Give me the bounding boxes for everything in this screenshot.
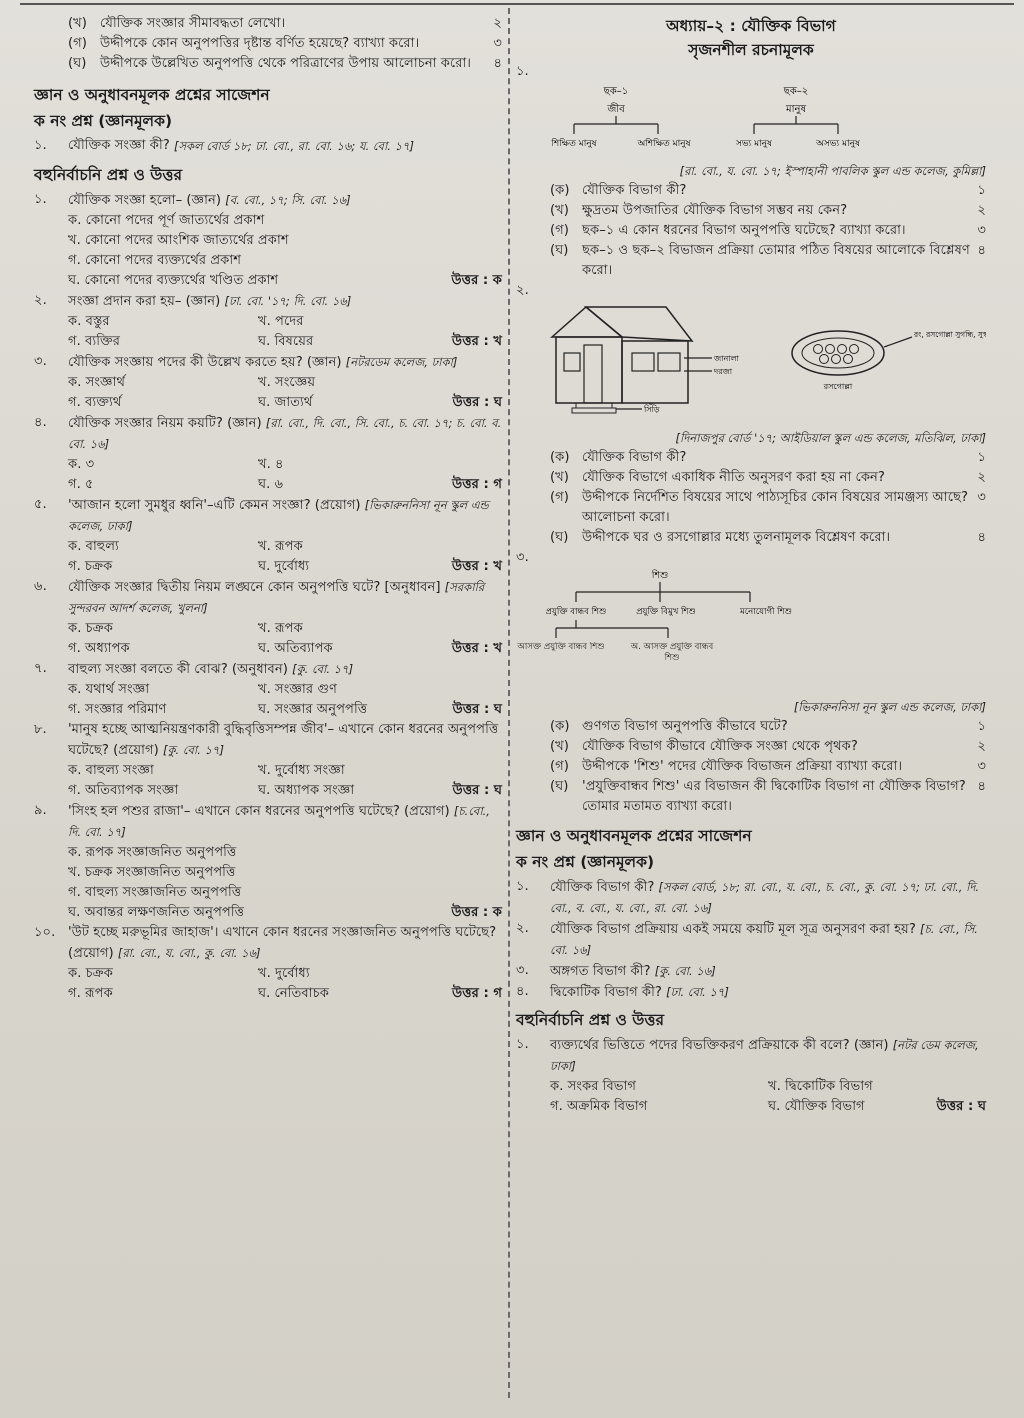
source: [ভিকারুননিসা নূন স্কুল এন্ড কলেজ, ঢাকা]: [793, 700, 986, 714]
mcq-options: ক. সংকর বিভাগ খ. দ্বিকোটিক বিভাগ: [550, 1079, 873, 1094]
mcq-question: ১. ব্যক্ত্যর্থের ভিত্তিতে পদের বিভক্তিকরণ প্রক্রিয়াকে কী বলে? (জ্ঞান) [নটর ডেম কলেজ, ঢাকা]: [516, 1037, 979, 1073]
svg-text:দরজা: দরজা: [714, 367, 733, 376]
house-roof-icon: [552, 307, 622, 337]
mcq-heading: বহুনির্বাচনি প্রশ্ন ও উত্তর: [516, 1011, 664, 1029]
cq-number: ২.: [516, 283, 529, 298]
source: [রা. বো., য. বো. ১৭; ইস্পাহানী পাবলিক স্কুল এন্ড কলেজ, কুমিল্লা]: [679, 164, 986, 178]
svg-text:মনোযোগী শিশু: মনোযোগী শিশু: [740, 607, 792, 617]
answer: উত্তর : খ: [451, 559, 502, 574]
right-column: [516, 14, 986, 1117]
ka-question: ৩. অঙ্গগত বিভাগ কী? [কু. বো. ১৬]: [516, 963, 716, 979]
chart2-leaf: অসভ্য মানুষ: [816, 139, 860, 149]
mcq-option: ক. রূপক সংজ্ঞাজনিত অনুপপত্তি: [68, 845, 237, 860]
ka-question: ২. যৌক্তিক বিভাগ প্রক্রিয়ায় একই সময়ে কয়টি মূল সূত্র অনুসরণ করা হয়? [চ. বো., সি. বো. ১৬]: [516, 921, 978, 957]
chart1-title: ছক–১: [603, 86, 629, 97]
mcq-question: ৩. যৌক্তিক সংজ্ঞায় পদের কী উল্লেখ করতে হয়? (জ্ঞান) [নটরডেম কলেজ, ঢাকা]: [34, 354, 458, 370]
mcq-options: গ. ব্যক্তির ঘ. বিষয়ের উত্তর : খ: [34, 332, 502, 352]
cq-item: (ঘ) উদ্দীপকে ঘর ও রসগোল্লার মধ্যে তুলনামূলক বিশ্লেষণ করো। ৪: [550, 530, 986, 545]
chart2-root: মানুষ: [786, 104, 806, 115]
mcq-question: ৯. 'সিংহ হল পশুর রাজা'– এখানে কোন ধরনের অনুপপত্তি ঘটেছে? (প্রয়োগ) [চ.বো., দি. বো. ১৭]: [34, 803, 490, 839]
cq3-tree-diagram: শিশু প্রযুক্তি বান্ধব শিশু প্রযুক্তি বিমুখ শিশু মনোযোগী শিশু আসক্ত প্রযুক্তি বান্ধব শিশু অ. আসক্ত প্রযুক্তি বান্ধব শিশু: [517, 570, 792, 663]
mcq-options: ক. বাহুল্য সংজ্ঞা খ. দুর্বোধ্য সংজ্ঞা: [68, 763, 345, 778]
answer: উত্তর : গ: [451, 477, 502, 492]
house-icon: [556, 337, 622, 403]
section-title: সৃজনশীল রচনামূলক: [688, 41, 814, 59]
cq-item: (গ) ছক–১ এ কোন ধরনের বিভাগ অনুপপত্তি ঘটেছে? ব্যাখ্যা করো। ৩: [550, 223, 986, 238]
mcq-options: ক. যথার্থ সংজ্ঞা খ. সংজ্ঞার গুণ: [68, 682, 337, 697]
cq-number: ১.: [516, 64, 529, 79]
ka-question: ১. যৌক্তিক বিভাগ কী? [সকল বোর্ড, ১৮; রা. বো., য. বো., চ. বো., কু. বো. ১৭; ঢা. বো., দি. বো., ব. বো., য. বো., রা. বো. ১৬]: [516, 879, 980, 915]
cq-item: (ঘ) ছক–১ ও ছক–২ বিভাজন প্রক্রিয়া তোমার পঠিত বিষয়ের আলোকে বিশ্লেষণ করো। ৪: [550, 243, 986, 278]
cq-item: (গ) উদ্দীপকে 'শিশু' পদের যৌক্তিক বিভাজন প্রক্রিয়া ব্যাখ্যা করো। ৩: [550, 759, 986, 774]
mcq-question: ৭. বাহুল্য সংজ্ঞা বলতে কী বোঝ? (অনুধাবন) [কু. বো. ১৭]: [34, 661, 354, 677]
answer: উত্তর : ক: [451, 905, 502, 920]
cq-number: ৩.: [516, 550, 529, 565]
mcq-question: ৫. 'আজান হলো সুমধুর ধ্বনি'–এটি কেমন সংজ্ঞা? (প্রয়োগ) [ভিকারুননিসা নূন স্কুল এন্ড কলেজ, ঢাকা]: [34, 497, 489, 533]
chart2-leaf: সভ্য মানুষ: [735, 139, 773, 149]
cq-item: (ক) গুণগত বিভাগ অনুপপত্তি কীভাবে ঘটে? ১: [550, 719, 986, 734]
mcq-options: ক. চক্রক খ. রূপক: [68, 621, 303, 636]
mcq-question: ২. সংজ্ঞা প্রদান করা হয়– (জ্ঞান) [ঢা. বো. '১৭; দি. বো. ১৬]: [34, 293, 352, 309]
mcq-options: ক. ৩ খ. ৪: [68, 457, 284, 472]
ka-question: ৪. দ্বিকোটিক বিভাগ কী? [ঢা. বো. ১৭]: [516, 984, 729, 1000]
mcq-options: গ. সংজ্ঞার পরিমাণ ঘ. সংজ্ঞার অনুপপত্তি উত্তর : ঘ: [34, 700, 502, 720]
answer: উত্তর : ঘ: [452, 783, 502, 798]
cq-item: (ক) যৌক্তিক বিভাগ কী? ১: [550, 183, 986, 198]
mcq-options: ক. সংজ্ঞার্থ খ. সংজ্ঞেয়: [68, 375, 316, 390]
svg-text:জানালা: জানালা: [714, 354, 739, 363]
source: [দিনাজপুর বোর্ড '১৭; আইডিয়াল স্কুল এন্ড কলেজ, মতিঝিল, ঢাকা]: [675, 431, 986, 445]
mcq-options: গ. রূপক ঘ. নেতিবাচক উত্তর : গ: [34, 984, 502, 1004]
mcq-options: গ. অধ্যাপক ঘ. অতিব্যাপক উত্তর : খ: [34, 639, 502, 659]
cq1-diagram: [516, 82, 986, 154]
column-divider: [508, 8, 510, 1398]
ka-heading: ক নং প্রশ্ন (জ্ঞানমূলক): [34, 112, 173, 130]
mcq-option: ঘ. অবান্তর লক্ষণজনিত অনুপপত্তি উত্তর : ক: [34, 903, 502, 923]
mcq-options: গ. অক্রমিক বিভাগ ঘ. যৌক্তিক বিভাগ উত্তর : ঘ: [550, 1099, 986, 1114]
mcq-question: ৪. যৌক্তিক সংজ্ঞার নিয়ম কয়টি? (জ্ঞান) [রা. বো., দি. বো., সি. বো., চ. বো. ১৭; চ. বো. ব. বো. ১৬]: [34, 415, 502, 451]
cq-item: (গ) উদ্দীপকে কোন অনুপপত্তির দৃষ্টান্ত বর্ণিত হয়েছে? ব্যাখ্যা করো। ৩: [68, 36, 502, 51]
ka-question: ১. যৌক্তিক সংজ্ঞা কী? [সকল বোর্ড ১৮; ঢা. বো., রা. বো. ১৬; য. বো. ১৭]: [34, 138, 415, 153]
svg-text:প্রযুক্তি বিমুখ শিশু: প্রযুক্তি বিমুখ শিশু: [636, 607, 696, 617]
svg-text:সিঁড়ি: সিঁড়ি: [644, 405, 660, 414]
mcq-list: [34, 190, 502, 1004]
mcq-question: ১. যৌক্তিক সংজ্ঞা হলো– (জ্ঞান) [ব. বো., ১৭; সি. বো. ১৬]: [34, 192, 351, 208]
top-rule: [20, 3, 1014, 5]
mcq-option: গ. কোনো পদের ব্যক্ত্যর্থের প্রকাশ: [68, 253, 242, 268]
mcq-option: গ. বাহুল্য সংজ্ঞাজনিত অনুপপত্তি: [68, 885, 242, 900]
chart1-root: জীব: [607, 104, 625, 115]
answer: উত্তর : ঘ: [452, 702, 502, 717]
left-column: [34, 14, 502, 1004]
svg-text:শিশু: শিশু: [651, 570, 669, 581]
cq3-items: [516, 717, 986, 817]
cq-item: (খ) ক্ষুদ্রতম উপজাতির যৌক্তিক বিভাগ সম্ভব নয় কেন? ২: [550, 203, 986, 218]
mcq-options: গ. চক্রক ঘ. দুর্বোধ্য উত্তর : খ: [34, 557, 502, 577]
cq-item: (ঘ) উদ্দীপকে উল্লেখিত অনুপপত্তি থেকে পরিত্রাণের উপায় আলোচনা করো। ৪: [68, 56, 502, 71]
answer: উত্তর : গ: [451, 986, 502, 1001]
ka-list: [516, 877, 986, 1003]
svg-text:রসগোল্লা: রসগোল্লা: [823, 382, 853, 391]
mcq-options: গ. ৫ ঘ. ৬ উত্তর : গ: [34, 475, 502, 495]
chart1-leaf: শিক্ষিত মানুষ: [551, 139, 597, 149]
mcq-question: ৮. 'মানুষ হচ্ছে আত্মনিয়ন্ত্রণকারী বুদ্ধিবৃত্তিসম্পন্ন জীব'– এখানে কোন ধরনের অনুপপত্তি ঘটেছে? (প্রয়োগ) [কু. বো. ১৭]: [34, 722, 499, 758]
mcq-option: ক. কোনো পদের পূর্ণ জাত্যর্থের প্রকাশ: [68, 213, 265, 228]
mcq-options: গ. ব্যক্ত্যর্থ ঘ. জাত্যর্থ উত্তর : ঘ: [34, 393, 502, 413]
cq-item: (খ) যৌক্তিক বিভাগে একাধিক নীতি অনুসরণ করা হয় না কেন? ২: [550, 470, 986, 485]
mcq-heading: বহুনির্বাচনি প্রশ্ন ও উত্তর: [34, 166, 182, 184]
answer: উত্তর : ক: [451, 273, 502, 288]
chart2-title: ছক–২: [783, 86, 809, 97]
cq-item: (ঘ) 'প্রযুক্তিবান্ধব শিশু' এর বিভাজন কী দ্বিকোটিক বিভাগ না যৌক্তিক বিভাগ? তোমার মতামত ব্যাখ্যা করো। ৪: [550, 779, 986, 814]
answer: উত্তর : খ: [451, 334, 502, 349]
cq-item: (ক) যৌক্তিক বিভাগ কী? ১: [550, 450, 986, 465]
chart1-leaf: অশিক্ষিত মানুষ: [637, 139, 691, 149]
mcq-options: গ. অতিব্যাপক সংজ্ঞা ঘ. অধ্যাপক সংজ্ঞা উত্তর : ঘ: [34, 781, 502, 801]
mcq-options: ক. বস্তুর খ. পদের: [68, 314, 304, 329]
svg-text:প্রযুক্তি বান্ধব শিশু: প্রযুক্তি বান্ধব শিশু: [545, 607, 607, 617]
cq-item: (খ) যৌক্তিক বিভাগ কীভাবে যৌক্তিক সংজ্ঞা থেকে পৃথক? ২: [550, 739, 986, 754]
suggestion-heading: জ্ঞান ও অনুধাবনমূলক প্রশ্নের সাজেশন: [34, 86, 270, 104]
cq1-items: [516, 181, 986, 281]
mcq-option: খ. চক্রক সংজ্ঞাজনিত অনুপপত্তি: [68, 865, 236, 880]
cq-item: (খ) যৌক্তিক সংজ্ঞার সীমাবদ্ধতা লেখো। ২: [68, 16, 502, 31]
answer: উত্তর : ঘ: [452, 395, 502, 410]
mcq-option: ঘ. কোনো পদের ব্যক্ত্যর্থের খণ্ডিত প্রকাশ উত্তর : ক: [34, 271, 502, 291]
answer: উত্তর : খ: [451, 641, 502, 656]
suggestion-heading: জ্ঞান ও অনুধাবনমূলক প্রশ্নের সাজেশন: [516, 827, 752, 845]
chapter-title: অধ্যায়–২ : যৌক্তিক বিভাগ: [666, 17, 836, 35]
mcq-question: ১০. 'উট হচ্ছে মরুভূমির জাহাজ'। এখানে কোন ধরনের সংজ্ঞাজনিত অনুপপত্তি ঘটেছে? (প্রয়োগ) [রা. বো., য. বো., কু. বো. ১৬]: [34, 925, 497, 961]
mcq-option: খ. কোনো পদের আংশিক জাত্যর্থের প্রকাশ: [68, 233, 289, 248]
mcq-options: ক. বাহুল্য খ. রূপক: [68, 539, 303, 554]
ka-heading: ক নং প্রশ্ন (জ্ঞানমূলক): [516, 853, 655, 871]
svg-text:রং, রসগোল্লা সুগন্ধি, সুস্বাদু: রং, রসগোল্লা সুগন্ধি, সুস্বাদু: [914, 330, 986, 339]
mcq-options: ক. চক্রক খ. দুর্বোধ্য: [68, 966, 310, 981]
cq2-items: [516, 448, 986, 548]
cq2-house-diagram: [516, 301, 986, 421]
mcq-question: ৬. যৌক্তিক সংজ্ঞার দ্বিতীয় নিয়ম লঙ্ঘনে কোন অনুপপত্তি ঘটে? [অনুধাবন] [সরকারি সুন্দরবন আদর্শ কলেজ, খুলনা]: [34, 579, 485, 615]
cq-item: (গ) উদ্দীপকে নির্দেশিত বিষয়ের সাথে পাঠ্যসূচির কোন বিষয়ের সামঞ্জস্য আছে? আলোচনা করো। ৩: [550, 490, 986, 525]
